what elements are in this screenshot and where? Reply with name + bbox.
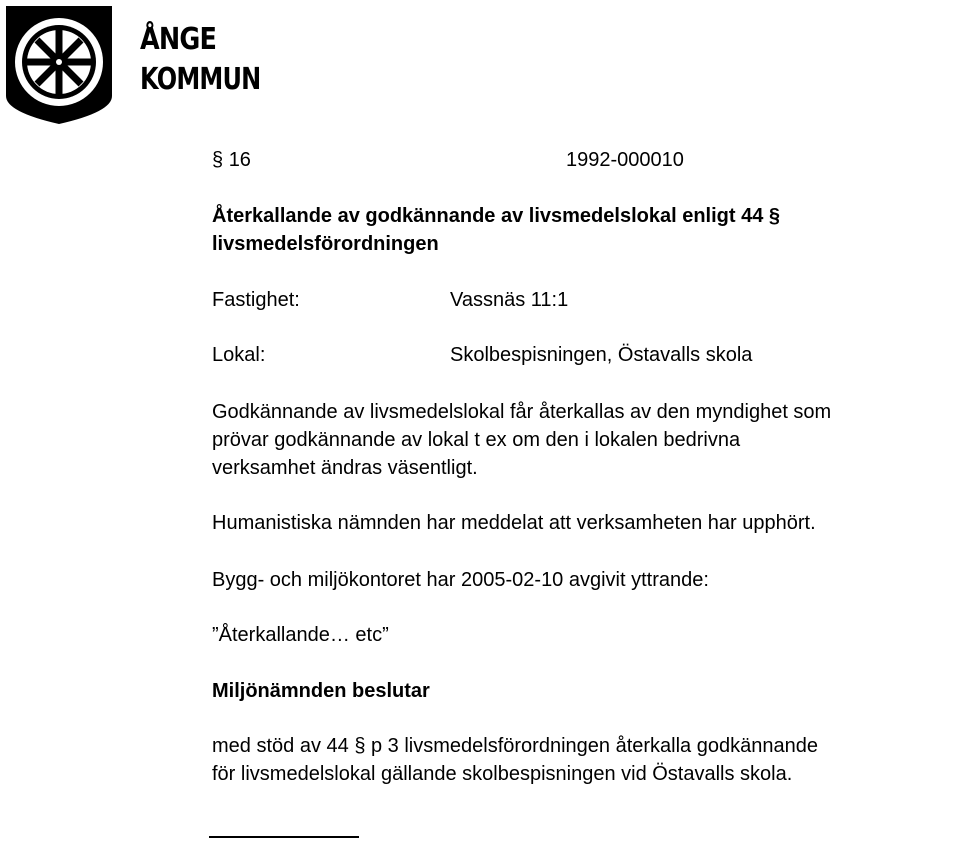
quote: ”Återkallande… etc”	[212, 624, 389, 646]
decision-line1: med stöd av 44 § p 3 livsmedelsförordningen återkalla godkännande	[212, 735, 818, 757]
title-line1: Återkallande av godkännande av livsmedelslokal enligt 44 §	[212, 205, 781, 227]
field-label-property: Fastighet:	[212, 289, 300, 311]
section-symbol: §	[354, 735, 366, 757]
case-number: 1992-000010	[566, 149, 684, 171]
paragraph-number: 16	[228, 149, 251, 171]
decision-line2: för livsmedelslokal gällande skolbespisningen vid Östavalls skola.	[212, 763, 793, 785]
section-symbol: §	[212, 149, 224, 171]
body-para1-line3: verksamhet ändras väsentligt.	[212, 457, 478, 479]
section-symbol: §	[768, 205, 781, 227]
org-name-line1: ÅNGE	[140, 22, 217, 57]
body-para3: Bygg- och miljökontoret har 2005-02-10 avgivit yttrande:	[212, 569, 709, 591]
body-para1-line2: prövar godkännande av lokal t ex om den i lokalen bedrivna	[212, 429, 741, 451]
field-value-property: Vassnäs 11:1	[450, 289, 569, 311]
wheel-coat-of-arms-icon	[4, 4, 114, 126]
field-label-premises: Lokal:	[212, 344, 266, 366]
body-para2: Humanistiska nämnden har meddelat att verksamheten har upphört.	[212, 512, 816, 534]
field-value-premises: Skolbespisningen, Östavalls skola	[450, 344, 753, 366]
body-para1-line1: Godkännande av livsmedelslokal får återkallas av den myndighet som	[212, 401, 832, 423]
paragraph-number-row	[212, 146, 251, 174]
title-line2: livsmedelsförordningen	[212, 233, 439, 255]
signature-line	[209, 836, 359, 838]
decision-heading: Miljönämnden beslutar	[212, 680, 430, 702]
org-name-line2: KOMMUN	[140, 62, 261, 97]
